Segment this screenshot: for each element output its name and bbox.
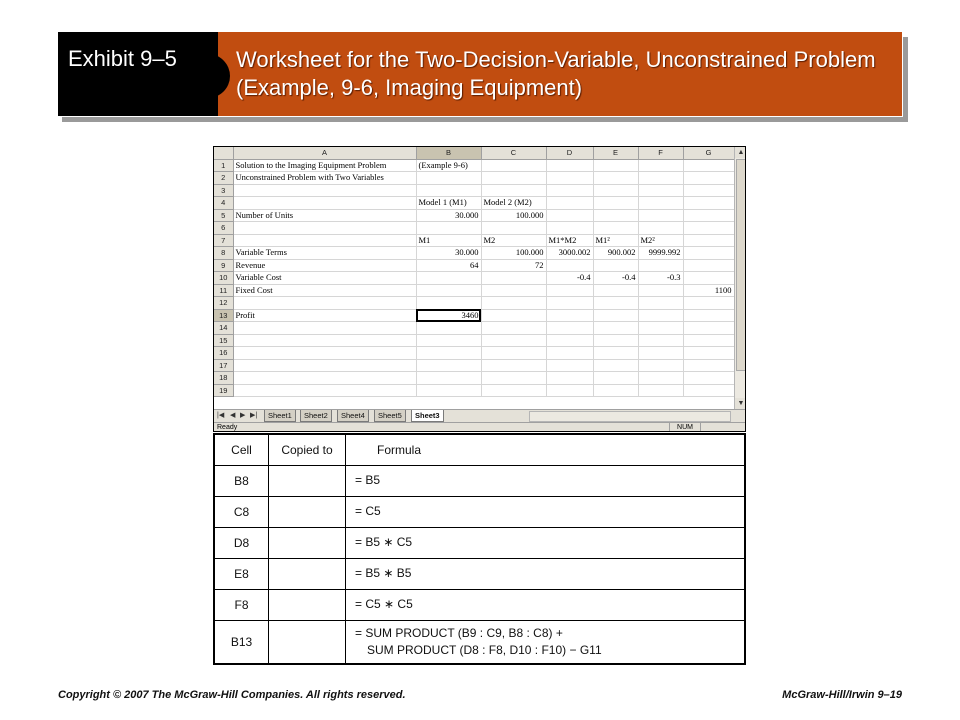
- cell-a6[interactable]: [233, 222, 416, 235]
- formula-row: [215, 465, 744, 497]
- row-header[interactable]: 5: [214, 209, 233, 222]
- cell-c16[interactable]: [481, 347, 546, 360]
- spreadsheet-row: [214, 222, 734, 235]
- cell-f3[interactable]: [638, 184, 683, 197]
- cell-a3[interactable]: [233, 184, 416, 197]
- cell-e1[interactable]: [593, 159, 638, 172]
- cell-a5[interactable]: Number of Units: [233, 209, 416, 222]
- cell-d3[interactable]: [546, 184, 593, 197]
- spreadsheet-body: [214, 159, 734, 397]
- cell-e2[interactable]: [593, 172, 638, 185]
- cell-d9[interactable]: [546, 259, 593, 272]
- cell-a16[interactable]: [233, 347, 416, 360]
- column-header-f[interactable]: F: [638, 147, 683, 159]
- scroll-thumb[interactable]: [736, 159, 746, 371]
- formula-expression: [355, 620, 740, 664]
- spreadsheet-row: [214, 259, 734, 272]
- select-all-corner[interactable]: [214, 147, 233, 159]
- cell-b3[interactable]: [416, 184, 481, 197]
- cell-d1[interactable]: [546, 159, 593, 172]
- cell-d5[interactable]: [546, 209, 593, 222]
- formula-copied-to: [269, 558, 346, 589]
- cell-f15[interactable]: [638, 334, 683, 347]
- cell-f17[interactable]: [638, 359, 683, 372]
- copyright-text: Copyright © 2007 The McGraw-Hill Companies. All rights reserved.: [58, 689, 406, 701]
- formula-line: = C5: [355, 504, 381, 518]
- header-banner: [57, 31, 903, 117]
- row-header[interactable]: 7: [214, 234, 233, 247]
- cell-g15[interactable]: [683, 334, 734, 347]
- cell-g2[interactable]: [683, 172, 734, 185]
- spreadsheet-row: [214, 172, 734, 185]
- spreadsheet-row: [214, 159, 734, 172]
- formula-cell-ref: B8: [215, 465, 269, 496]
- formula-row: [215, 620, 744, 664]
- formula-cell-ref: F8: [215, 589, 269, 620]
- cell-c9[interactable]: 72: [481, 259, 546, 272]
- cell-d7[interactable]: M1*M2: [546, 234, 593, 247]
- column-header-g[interactable]: G: [683, 147, 734, 159]
- cell-e16[interactable]: [593, 347, 638, 360]
- formula-expression: [355, 527, 740, 558]
- formula-line: = C5 ∗ C5: [355, 597, 413, 611]
- cell-d17[interactable]: [546, 359, 593, 372]
- cell-e7[interactable]: M1²: [593, 234, 638, 247]
- tab-sheet4[interactable]: Sheet4: [337, 410, 369, 422]
- cell-g11[interactable]: 1100: [683, 284, 734, 297]
- row-header[interactable]: 6: [214, 222, 233, 235]
- cell-b14[interactable]: [416, 322, 481, 335]
- cell-c15[interactable]: [481, 334, 546, 347]
- formula-copied-to: [269, 589, 346, 620]
- cell-b11[interactable]: [416, 284, 481, 297]
- row-header[interactable]: 14: [214, 322, 233, 335]
- cell-a9[interactable]: Revenue: [233, 259, 416, 272]
- row-header[interactable]: 13: [214, 309, 233, 322]
- cell-g1[interactable]: [683, 159, 734, 172]
- cell-f1[interactable]: [638, 159, 683, 172]
- row-header[interactable]: 15: [214, 334, 233, 347]
- formula-copied-to: [269, 496, 346, 527]
- cell-a10[interactable]: Variable Cost: [233, 272, 416, 285]
- cell-a14[interactable]: [233, 322, 416, 335]
- cell-b18[interactable]: [416, 372, 481, 385]
- cell-f11[interactable]: [638, 284, 683, 297]
- row-header[interactable]: 1: [214, 159, 233, 172]
- cell-c14[interactable]: [481, 322, 546, 335]
- spreadsheet-window: [213, 146, 746, 432]
- cell-b2[interactable]: [416, 172, 481, 185]
- cell-g17[interactable]: [683, 359, 734, 372]
- row-header[interactable]: 11: [214, 284, 233, 297]
- cell-f13[interactable]: [638, 309, 683, 322]
- spreadsheet-row: [214, 334, 734, 347]
- cell-e18[interactable]: [593, 372, 638, 385]
- cell-d2[interactable]: [546, 172, 593, 185]
- cell-c1[interactable]: [481, 159, 546, 172]
- formula-line: = B5: [355, 473, 381, 487]
- formula-line: = B5 ∗ C5: [355, 535, 413, 549]
- row-header[interactable]: 3: [214, 184, 233, 197]
- row-header[interactable]: 8: [214, 247, 233, 260]
- cell-c11[interactable]: [481, 284, 546, 297]
- cell-e3[interactable]: [593, 184, 638, 197]
- cell-d11[interactable]: [546, 284, 593, 297]
- cell-a11[interactable]: Fixed Cost: [233, 284, 416, 297]
- row-header[interactable]: 2: [214, 172, 233, 185]
- spreadsheet-row: [214, 297, 734, 310]
- cell-c18[interactable]: [481, 372, 546, 385]
- cell-f10[interactable]: -0.3: [638, 272, 683, 285]
- cell-a4[interactable]: [233, 197, 416, 210]
- formula-expression: [355, 465, 740, 496]
- cell-e4[interactable]: [593, 197, 638, 210]
- formula-row: [215, 589, 744, 621]
- row-header[interactable]: 19: [214, 384, 233, 397]
- formula-copied-to: [269, 527, 346, 558]
- row-header[interactable]: 12: [214, 297, 233, 310]
- formula-expression: [355, 558, 740, 589]
- header-cell: Cell: [215, 435, 269, 465]
- cell-f12[interactable]: [638, 297, 683, 310]
- cell-g10[interactable]: [683, 272, 734, 285]
- tab-sheet2[interactable]: Sheet2: [300, 410, 332, 422]
- cell-a17[interactable]: [233, 359, 416, 372]
- cell-e6[interactable]: [593, 222, 638, 235]
- formula-cell-ref: C8: [215, 496, 269, 527]
- cell-b8[interactable]: 30.000: [416, 247, 481, 260]
- cell-f2[interactable]: [638, 172, 683, 185]
- cell-b19[interactable]: [416, 384, 481, 397]
- spreadsheet-row: [214, 184, 734, 197]
- cell-d14[interactable]: [546, 322, 593, 335]
- num-lock-indicator: NUM: [669, 423, 701, 432]
- spreadsheet-row: [214, 197, 734, 210]
- cell-g9[interactable]: [683, 259, 734, 272]
- cell-f16[interactable]: [638, 347, 683, 360]
- prev-sheet-icon[interactable]: ◀: [230, 412, 236, 419]
- cell-g19[interactable]: [683, 384, 734, 397]
- formula-row: [215, 558, 744, 590]
- cell-a15[interactable]: [233, 334, 416, 347]
- formula-table: [213, 433, 746, 665]
- formula-copied-to: [269, 620, 346, 664]
- spreadsheet-row: [214, 209, 734, 222]
- header-formula: Formula: [377, 443, 422, 457]
- cell-b7[interactable]: M1: [416, 234, 481, 247]
- cell-b10[interactable]: [416, 272, 481, 285]
- tab-sheet1[interactable]: Sheet1: [264, 410, 296, 422]
- row-header[interactable]: 17: [214, 359, 233, 372]
- cell-d8[interactable]: 3000.002: [546, 247, 593, 260]
- tab-sheet5[interactable]: Sheet5: [374, 410, 406, 422]
- cell-e17[interactable]: [593, 359, 638, 372]
- cell-c8[interactable]: 100.000: [481, 247, 546, 260]
- cell-e14[interactable]: [593, 322, 638, 335]
- cell-f8[interactable]: 9999.992: [638, 247, 683, 260]
- spreadsheet-row: [214, 234, 734, 247]
- formula-table-header: [215, 435, 744, 466]
- formula-expression: [355, 589, 740, 620]
- spreadsheet-row: [214, 309, 734, 322]
- cell-e10[interactable]: -0.4: [593, 272, 638, 285]
- cell-d15[interactable]: [546, 334, 593, 347]
- spreadsheet-row: [214, 322, 734, 335]
- cell-b17[interactable]: [416, 359, 481, 372]
- column-header-row: [214, 147, 734, 159]
- column-header-b[interactable]: B: [416, 147, 481, 159]
- status-text: Ready: [217, 424, 238, 431]
- spreadsheet-row: [214, 372, 734, 385]
- cell-c12[interactable]: [481, 297, 546, 310]
- formula-cell-ref: E8: [215, 558, 269, 589]
- formula-line: = SUM PRODUCT (B9 : C9, B8 : C8) +: [355, 626, 563, 640]
- cell-b13[interactable]: 3460: [416, 309, 481, 322]
- first-sheet-icon[interactable]: |◀: [217, 412, 225, 419]
- cell-b5[interactable]: 30.000: [416, 209, 481, 222]
- cell-d13[interactable]: [546, 309, 593, 322]
- spreadsheet-row: [214, 384, 734, 397]
- spreadsheet-row: [214, 347, 734, 360]
- cell-b12[interactable]: [416, 297, 481, 310]
- cell-b15[interactable]: [416, 334, 481, 347]
- cell-e15[interactable]: [593, 334, 638, 347]
- formula-line: = B5 ∗ B5: [355, 566, 412, 580]
- cell-f9[interactable]: [638, 259, 683, 272]
- cell-g8[interactable]: [683, 247, 734, 260]
- cell-e5[interactable]: [593, 209, 638, 222]
- column-header-a[interactable]: A: [233, 147, 416, 159]
- cell-d10[interactable]: -0.4: [546, 272, 593, 285]
- cell-d4[interactable]: [546, 197, 593, 210]
- cell-b1[interactable]: (Example 9-6): [416, 159, 481, 172]
- formula-expression: [355, 496, 740, 527]
- cell-e19[interactable]: [593, 384, 638, 397]
- tab-sheet3[interactable]: Sheet3: [411, 410, 444, 422]
- cell-c6[interactable]: [481, 222, 546, 235]
- cell-d12[interactable]: [546, 297, 593, 310]
- column-header-d[interactable]: D: [546, 147, 593, 159]
- vertical-scrollbar[interactable]: [734, 147, 746, 409]
- cell-g6[interactable]: [683, 222, 734, 235]
- cell-c2[interactable]: [481, 172, 546, 185]
- cell-d16[interactable]: [546, 347, 593, 360]
- banner-left-panel: [58, 32, 218, 116]
- spreadsheet-row: [214, 359, 734, 372]
- cell-d19[interactable]: [546, 384, 593, 397]
- exhibit-label: Exhibit 9–5: [68, 46, 177, 71]
- cell-a1[interactable]: Solution to the Imaging Equipment Problem: [233, 159, 416, 172]
- cell-b4[interactable]: Model 1 (M1): [416, 197, 481, 210]
- cell-g14[interactable]: [683, 322, 734, 335]
- cell-c13[interactable]: [481, 309, 546, 322]
- cell-b6[interactable]: [416, 222, 481, 235]
- cell-g5[interactable]: [683, 209, 734, 222]
- cell-e13[interactable]: [593, 309, 638, 322]
- cell-d18[interactable]: [546, 372, 593, 385]
- formula-line: SUM PRODUCT (D8 : F8, D10 : F10) − G11: [367, 643, 602, 657]
- cell-d6[interactable]: [546, 222, 593, 235]
- cell-b9[interactable]: 64: [416, 259, 481, 272]
- formula-row: [215, 527, 744, 559]
- cell-c5[interactable]: 100.000: [481, 209, 546, 222]
- formula-copied-to: [269, 465, 346, 496]
- cell-g3[interactable]: [683, 184, 734, 197]
- cell-c17[interactable]: [481, 359, 546, 372]
- formula-cell-ref: D8: [215, 527, 269, 558]
- column-header-e[interactable]: E: [593, 147, 638, 159]
- page-reference: McGraw-Hill/Irwin 9–19: [782, 689, 902, 701]
- cell-a7[interactable]: [233, 234, 416, 247]
- next-sheet-icon[interactable]: ▶: [240, 412, 246, 419]
- cell-f4[interactable]: [638, 197, 683, 210]
- cell-e8[interactable]: 900.002: [593, 247, 638, 260]
- cell-g13[interactable]: [683, 309, 734, 322]
- spreadsheet-row: [214, 272, 734, 285]
- cell-c10[interactable]: [481, 272, 546, 285]
- cell-a18[interactable]: [233, 372, 416, 385]
- formula-row: [215, 496, 744, 528]
- cell-c3[interactable]: [481, 184, 546, 197]
- cell-b16[interactable]: [416, 347, 481, 360]
- status-bar: [214, 422, 746, 432]
- spreadsheet-grid: [214, 147, 735, 397]
- cell-g12[interactable]: [683, 297, 734, 310]
- cell-e11[interactable]: [593, 284, 638, 297]
- cell-a2[interactable]: Unconstrained Problem with Two Variables: [233, 172, 416, 185]
- last-sheet-icon[interactable]: ▶|: [250, 412, 258, 419]
- cell-f5[interactable]: [638, 209, 683, 222]
- header-copied-to: Copied to: [269, 435, 346, 465]
- cell-c19[interactable]: [481, 384, 546, 397]
- spreadsheet-row: [214, 247, 734, 260]
- scroll-up-icon[interactable]: ▲: [735, 147, 746, 158]
- cell-c4[interactable]: Model 2 (M2): [481, 197, 546, 210]
- cell-f6[interactable]: [638, 222, 683, 235]
- cell-g4[interactable]: [683, 197, 734, 210]
- row-header[interactable]: 9: [214, 259, 233, 272]
- cell-c7[interactable]: M2: [481, 234, 546, 247]
- formula-cell-ref: B13: [215, 620, 269, 664]
- cell-a12[interactable]: [233, 297, 416, 310]
- cell-g18[interactable]: [683, 372, 734, 385]
- cell-a13[interactable]: Profit: [233, 309, 416, 322]
- row-header[interactable]: 4: [214, 197, 233, 210]
- cell-e9[interactable]: [593, 259, 638, 272]
- cell-g7[interactable]: [683, 234, 734, 247]
- cell-f14[interactable]: [638, 322, 683, 335]
- cell-f18[interactable]: [638, 372, 683, 385]
- cell-e12[interactable]: [593, 297, 638, 310]
- cell-a8[interactable]: Variable Terms: [233, 247, 416, 260]
- exhibit-title: Worksheet for the Two-Decision-Variable, Unconstrained Problem (Example, 9-6, Imaging Equipment): [236, 47, 876, 100]
- cell-g16[interactable]: [683, 347, 734, 360]
- row-header[interactable]: 18: [214, 372, 233, 385]
- cell-f7[interactable]: M2²: [638, 234, 683, 247]
- cell-f19[interactable]: [638, 384, 683, 397]
- scroll-down-icon[interactable]: ▼: [735, 398, 746, 409]
- row-header[interactable]: 10: [214, 272, 233, 285]
- spreadsheet-row: [214, 284, 734, 297]
- horizontal-scrollbar[interactable]: [529, 411, 731, 422]
- row-header[interactable]: 16: [214, 347, 233, 360]
- cell-a19[interactable]: [233, 384, 416, 397]
- sheet-tab-bar: [214, 409, 746, 422]
- column-header-c[interactable]: C: [481, 147, 546, 159]
